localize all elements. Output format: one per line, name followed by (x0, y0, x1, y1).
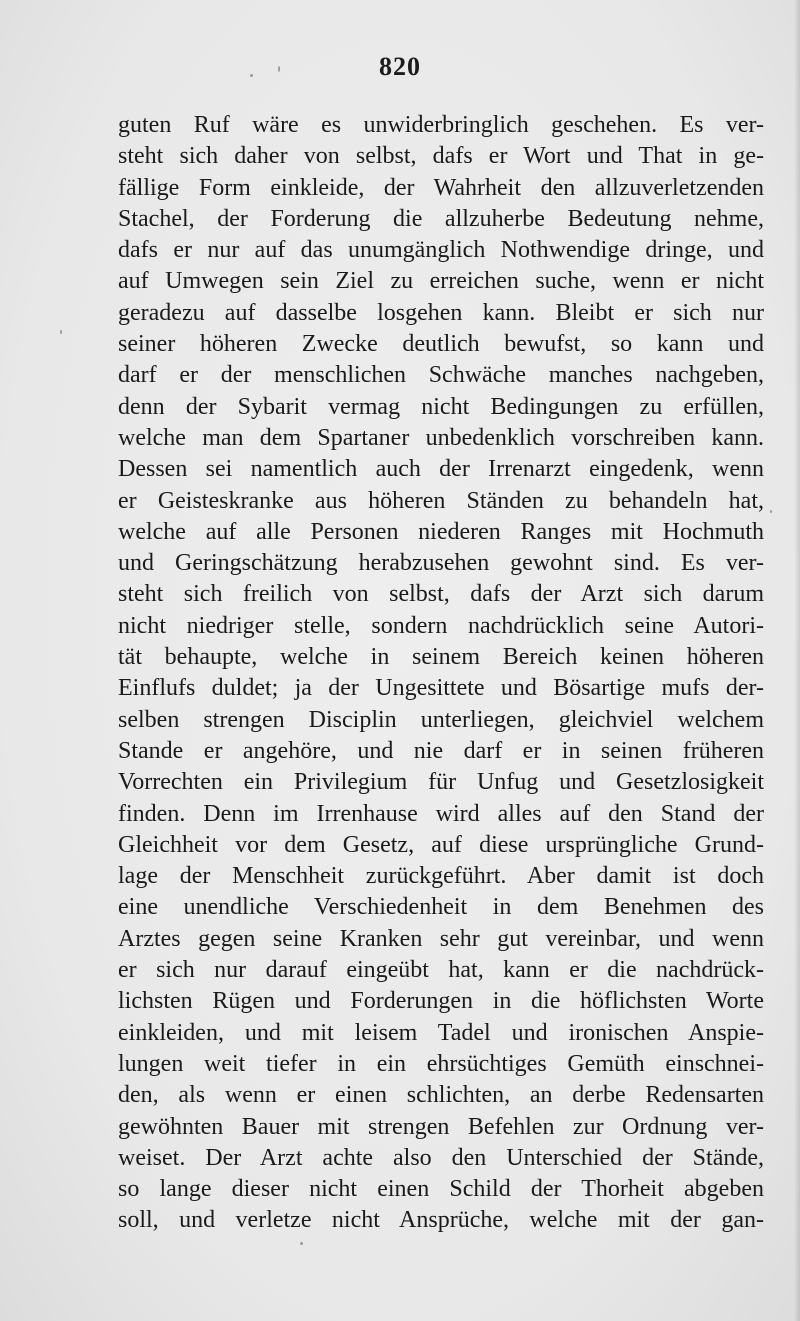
text-line: auf Umwegen sein Ziel zu erreichen suche, wenn er nicht (118, 268, 764, 295)
text-line: tät behaupte, welche in seinem Bereich keinen höheren (118, 644, 764, 671)
text-line: und Geringschätzung herabzusehen gewohnt sind. Es ver- (118, 550, 764, 577)
text-line: Dessen sei namentlich auch der Irrenarzt eingedenk, wenn (118, 456, 764, 483)
text-line: darf er der menschlichen Schwäche manches nachgeben, (118, 362, 764, 389)
text-line: soll, und verletze nicht Ansprüche, welche mit der gan- (118, 1207, 764, 1234)
text-line: lage der Menschheit zurückgeführt. Aber damit ist doch (118, 863, 764, 890)
text-line: geradezu auf dasselbe losgehen kann. Bleibt er sich nur (118, 299, 764, 326)
text-line: einkleiden, und mit leisem Tadel und ironischen Anspie- (118, 1019, 764, 1046)
body-text (118, 110, 764, 1237)
text-line: den, als wenn er einen schlichten, an derbe Redensarten (118, 1082, 764, 1109)
text-line: so lange dieser nicht einen Schild der Thorheit abgeben (118, 1176, 764, 1203)
text-line: lichsten Rügen und Forderungen in die höflichsten Worte (118, 988, 764, 1015)
text-line: dafs er nur auf das unumgänglich Nothwendige dringe, und (118, 237, 764, 264)
text-line: lungen weit tiefer in ein ehrsüchtiges Gemüth einschnei- (118, 1050, 764, 1077)
text-line: welche auf alle Personen niederen Ranges mit Hochmuth (118, 518, 764, 545)
page-number: 820 (379, 52, 421, 81)
text-line: seiner höheren Zwecke deutlich bewufst, so kann und (118, 331, 764, 358)
text-line: Stande er angehöre, und nie darf er in seinen früheren (118, 737, 764, 764)
page-edge-shadow (794, 0, 800, 1321)
paper-speck (770, 510, 772, 513)
text-line: denn der Sybarit vermag nicht Bedingungen zu erfüllen, (118, 393, 764, 420)
paper-speck (278, 66, 280, 72)
text-line: guten Ruf wäre es unwiderbringlich geschehen. Es ver- (118, 112, 764, 138)
text-line: fällige Form einkleide, der Wahrheit den allzuverletzenden (118, 174, 764, 201)
paper-speck (250, 74, 253, 77)
text-line: Stachel, der Forderung die allzuherbe Bedeutung nehme, (118, 205, 764, 232)
text-line: eine unendliche Verschiedenheit in dem Benehmen des (118, 894, 764, 921)
text-line: steht sich freilich von selbst, dafs der Arzt sich darum (118, 581, 764, 608)
text-line: finden. Denn im Irrenhause wird alles auf den Stand der (118, 800, 764, 827)
text-line: welche man dem Spartaner unbedenklich vorschreiben kann. (118, 424, 764, 451)
text-line: Einflufs duldet; ja der Ungesittete und Bösartige mufs der- (118, 675, 764, 702)
paper-speck (300, 1242, 303, 1245)
text-line: er sich nur darauf eingeübt hat, kann er die nachdrück- (118, 957, 764, 984)
text-line: Arztes gegen seine Kranken sehr gut vereinbar, und wenn (118, 925, 764, 952)
text-line: selben strengen Disciplin unterliegen, gleichviel welchem (118, 706, 764, 733)
text-line: nicht niedriger stelle, sondern nachdrücklich seine Autori- (118, 612, 764, 639)
text-line: weiset. Der Arzt achte also den Unterschied der Stände, (118, 1144, 764, 1171)
text-line: Gleichheit vor dem Gesetz, auf diese ursprüngliche Grund- (118, 831, 764, 858)
text-line: steht sich daher von selbst, dafs er Wort und That in ge- (118, 143, 764, 170)
text-line: er Geisteskranke aus höheren Ständen zu behandeln hat, (118, 487, 764, 514)
paper-speck (60, 330, 62, 334)
text-line: Vorrechten ein Privilegium für Unfug und Gesetzlosigkeit (118, 769, 764, 796)
text-line: gewöhnten Bauer mit strengen Befehlen zur Ordnung ver- (118, 1113, 764, 1140)
